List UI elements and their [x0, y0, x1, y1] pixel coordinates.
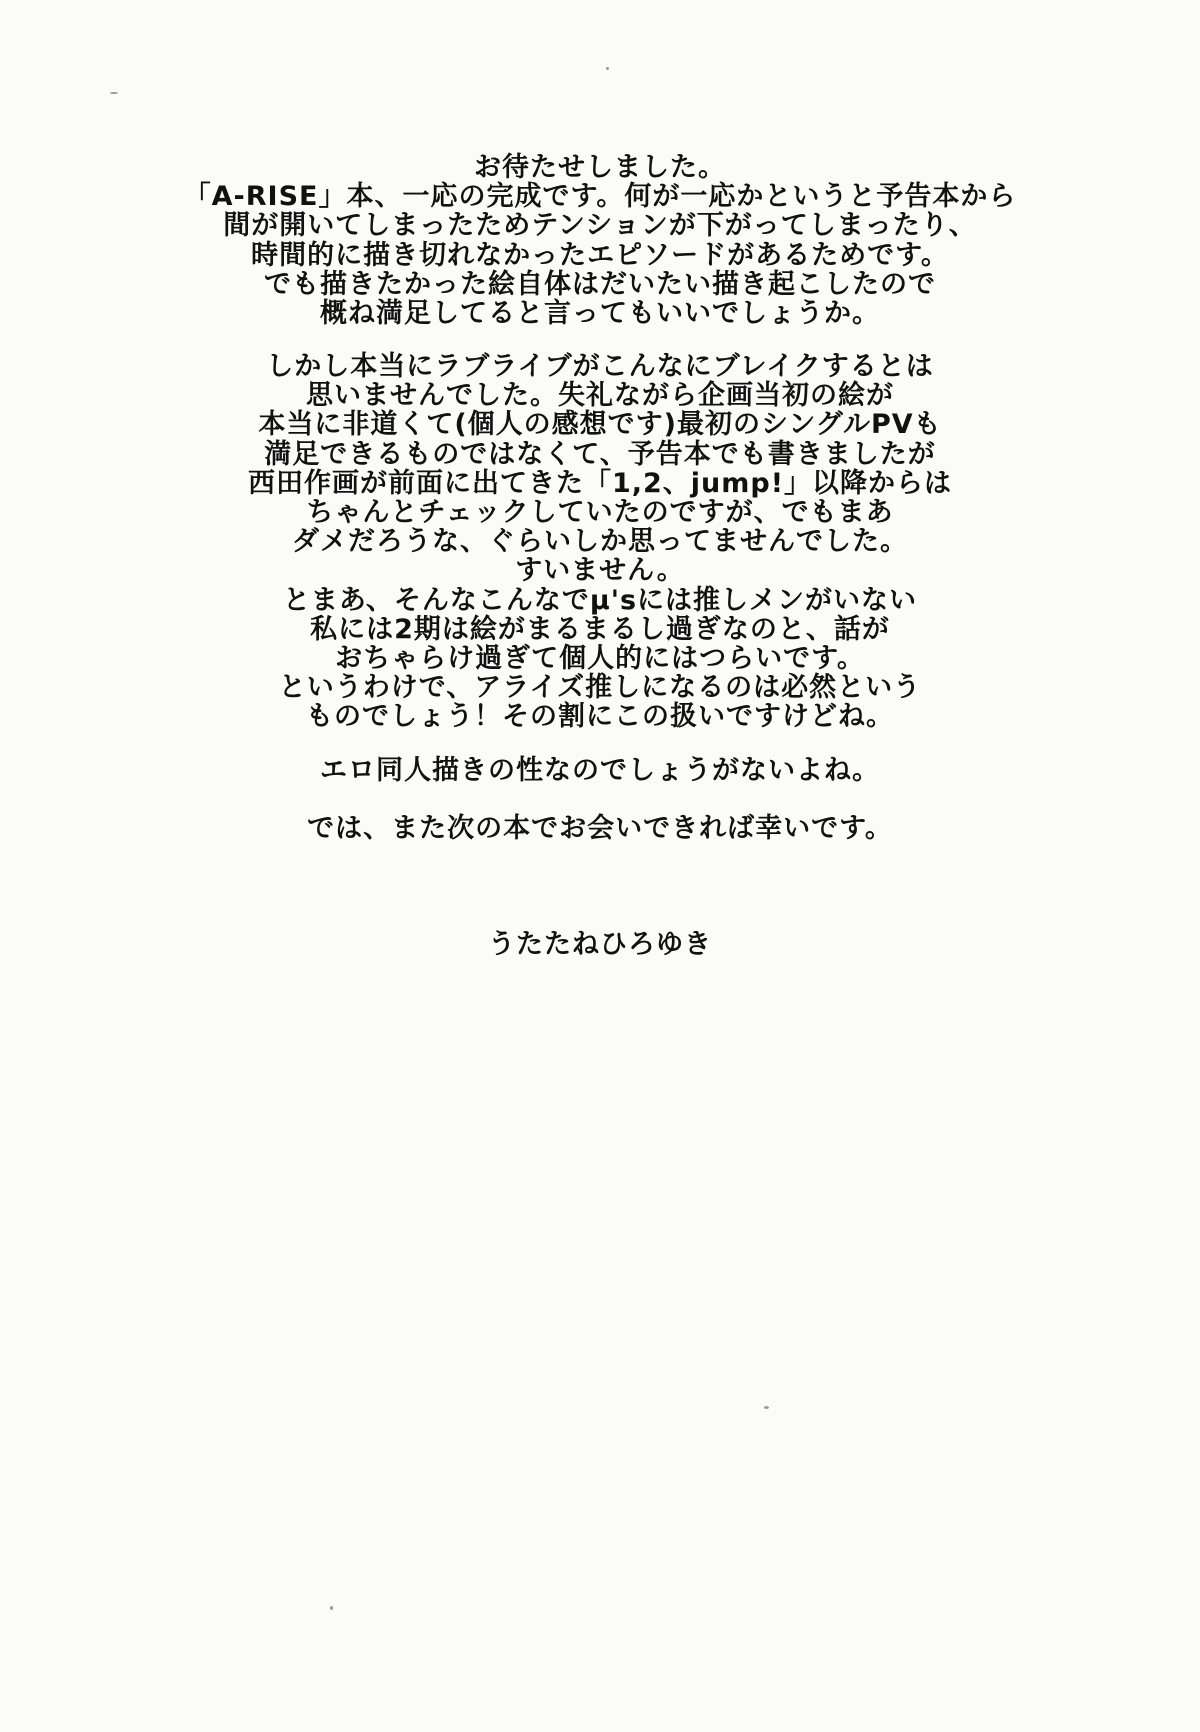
text-line: 概ね満足してると言ってもいいでしょうか。 — [320, 298, 880, 330]
text-line: 私には2期は絵がまるまるし過ぎなのと、話が — [310, 613, 890, 645]
text-line: 間が開いてしまったためテンションが下がってしまったり、 — [223, 210, 977, 242]
text-line: すいません。 — [515, 555, 685, 587]
signature-text: うたたねひろゆき — [488, 929, 712, 960]
text-line: でも描きたかった絵自体はだいたい描き起こしたので — [264, 268, 936, 300]
text-line: エロ同人描きの性なのでしょうがないよね。 — [320, 755, 880, 786]
paper-speck — [110, 92, 118, 94]
afterword-paragraph-3 — [0, 756, 1200, 785]
paper-speck — [764, 1406, 769, 1409]
afterword-paragraph-1 — [0, 153, 1200, 328]
text-line: しかし本当にラブライブがこんなにブレイクするとは — [266, 351, 934, 382]
text-line: 本当に非道くて(個人の感想です)最初のシングルPVも — [258, 409, 942, 441]
afterword-paragraph-2 — [0, 352, 1200, 732]
afterword-paragraph-4 — [0, 814, 1200, 843]
text-line: とまあ、そんなこんなでμ'sには推しメンがいない — [282, 584, 918, 616]
text-line: 「A-RISE」本、一応の完成です。何が一応かというと予告本から — [183, 181, 1017, 213]
text-line: というわけで、アライズ推しになるのは必然という — [278, 672, 922, 704]
text-line: ダメだろうな、ぐらいしか思ってませんでした。 — [292, 526, 908, 558]
text-line: ものでしょう！その割にこの扱いですけどね。 — [306, 701, 894, 733]
author-signature — [0, 930, 1200, 959]
text-line: お待たせしました。 — [474, 152, 726, 183]
text-line: おちゃらけ過ぎて個人的にはつらいです。 — [335, 643, 865, 675]
text-line: ちゃんとチェックしていたのですが、でもまあ — [306, 497, 894, 529]
text-line: 西田作画が前面に出てきた「1,2、jump!」以降からは — [247, 467, 953, 499]
text-line: 時間的に描き切れなかったエピソードがあるためです。 — [251, 239, 949, 271]
paper-speck — [606, 67, 609, 70]
text-line: 思いませんでした。失礼ながら企画当初の絵が — [306, 380, 894, 412]
text-line: では、また次の本でお会いできれば幸いです。 — [307, 813, 893, 844]
paper-speck — [330, 1606, 333, 1610]
text-line: 満足できるものではなくて、予告本でも書きましたが — [264, 438, 936, 470]
